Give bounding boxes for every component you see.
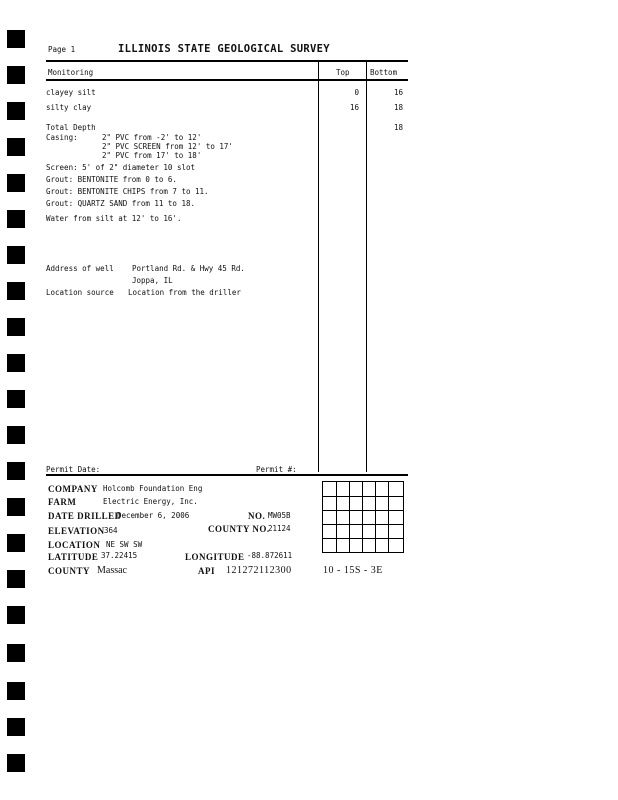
- casing-line: 2" PVC from 17' to 18': [102, 151, 202, 160]
- binder-hole: [7, 426, 25, 444]
- binder-hole: [7, 282, 25, 300]
- column-header-type: Monitoring: [48, 68, 94, 77]
- layer-top: 0: [354, 88, 359, 97]
- county-number-value: 21124: [268, 524, 291, 533]
- binder-hole: [7, 462, 25, 480]
- binder-hole: [7, 246, 25, 264]
- elevation-value: 364: [104, 526, 118, 535]
- column-header-rule: [46, 79, 408, 81]
- location-label: LOCATION: [48, 540, 101, 550]
- binder-hole: [7, 570, 25, 588]
- casing-line: 2" PVC SCREEN from 12' to 17': [102, 142, 233, 151]
- column-header-bottom: Bottom: [370, 68, 398, 77]
- farm-label: FARM: [48, 497, 77, 507]
- total-depth-value: 18: [393, 123, 403, 132]
- county-number-label: COUNTY NO.: [208, 524, 270, 534]
- location-value: NE SW SW: [106, 540, 143, 549]
- binder-hole: [7, 318, 25, 336]
- column-divider: [318, 62, 319, 472]
- binder-hole: [7, 30, 25, 48]
- section-grid: [322, 481, 404, 553]
- total-depth-label: Total Depth: [46, 123, 96, 132]
- location-source-label: Location source: [46, 288, 114, 297]
- binder-hole: [7, 754, 25, 772]
- api-value: 121272112300: [226, 565, 292, 576]
- permit-rule: [46, 474, 408, 476]
- farm-value: Electric Energy, Inc.: [103, 497, 198, 506]
- binder-hole: [7, 354, 25, 372]
- binder-hole: [7, 534, 25, 552]
- binder-hole: [7, 102, 25, 120]
- address-line: Portland Rd. & Hwy 45 Rd.: [132, 264, 245, 273]
- layer-bottom: 16: [393, 88, 403, 97]
- layer-bottom: 18: [393, 103, 403, 112]
- layer-top: 16: [349, 103, 359, 112]
- binder-hole: [7, 210, 25, 228]
- page-title: ILLINOIS STATE GEOLOGICAL SURVEY: [118, 43, 330, 55]
- layer-name: silty clay: [46, 103, 92, 112]
- note-line: Grout: BENTONITE CHIPS from 7 to 11.: [46, 187, 209, 196]
- date-drilled-value: December 6, 2006: [117, 511, 190, 520]
- binder-hole: [7, 174, 25, 192]
- location-source-value: Location from the driller: [128, 288, 241, 297]
- permit-date-label: Permit Date:: [46, 465, 101, 474]
- page-label: Page 1: [48, 45, 76, 54]
- permit-number-label: Permit #:: [256, 465, 297, 474]
- api-label: API: [198, 566, 215, 576]
- binder-hole: [7, 718, 25, 736]
- column-header-top: Top: [336, 68, 350, 77]
- elevation-label: ELEVATION: [48, 526, 105, 536]
- well-number-label: NO.: [248, 511, 266, 521]
- column-divider: [366, 62, 367, 472]
- address-line: Joppa, IL: [132, 276, 173, 285]
- longitude-value: -88.872611: [247, 551, 293, 560]
- company-value: Holcomb Foundation Eng: [103, 484, 203, 493]
- longitude-label: LONGITUDE: [185, 552, 245, 562]
- date-drilled-label: DATE DRILLED: [48, 511, 122, 521]
- binder-hole: [7, 498, 25, 516]
- note-line: Grout: QUARTZ SAND from 11 to 18.: [46, 199, 196, 208]
- note-line: Screen: 5' of 2" diameter 10 slot: [46, 163, 196, 172]
- county-value: Massac: [97, 565, 127, 576]
- note-line: Water from silt at 12' to 16'.: [46, 214, 182, 223]
- note-line: Grout: BENTONITE from 0 to 6.: [46, 175, 177, 184]
- well-number-value: MW05B: [268, 511, 291, 520]
- binder-hole: [7, 390, 25, 408]
- binder-hole: [7, 606, 25, 624]
- address-label: Address of well: [46, 264, 114, 273]
- latitude-value: 37.22415: [101, 551, 138, 560]
- latitude-label: LATITUDE: [48, 552, 99, 562]
- casing-line: 2" PVC from -2' to 12': [102, 133, 202, 142]
- township-range: 10 - 15S - 3E: [323, 565, 383, 576]
- binder-hole: [7, 138, 25, 156]
- county-label: COUNTY: [48, 566, 91, 576]
- casing-label: Casing:: [46, 133, 78, 142]
- layer-name: clayey silt: [46, 88, 96, 97]
- header-rule: [46, 60, 408, 62]
- binder-hole: [7, 682, 25, 700]
- binder-hole: [7, 66, 25, 84]
- company-label: COMPANY: [48, 484, 98, 494]
- binder-hole: [7, 644, 25, 662]
